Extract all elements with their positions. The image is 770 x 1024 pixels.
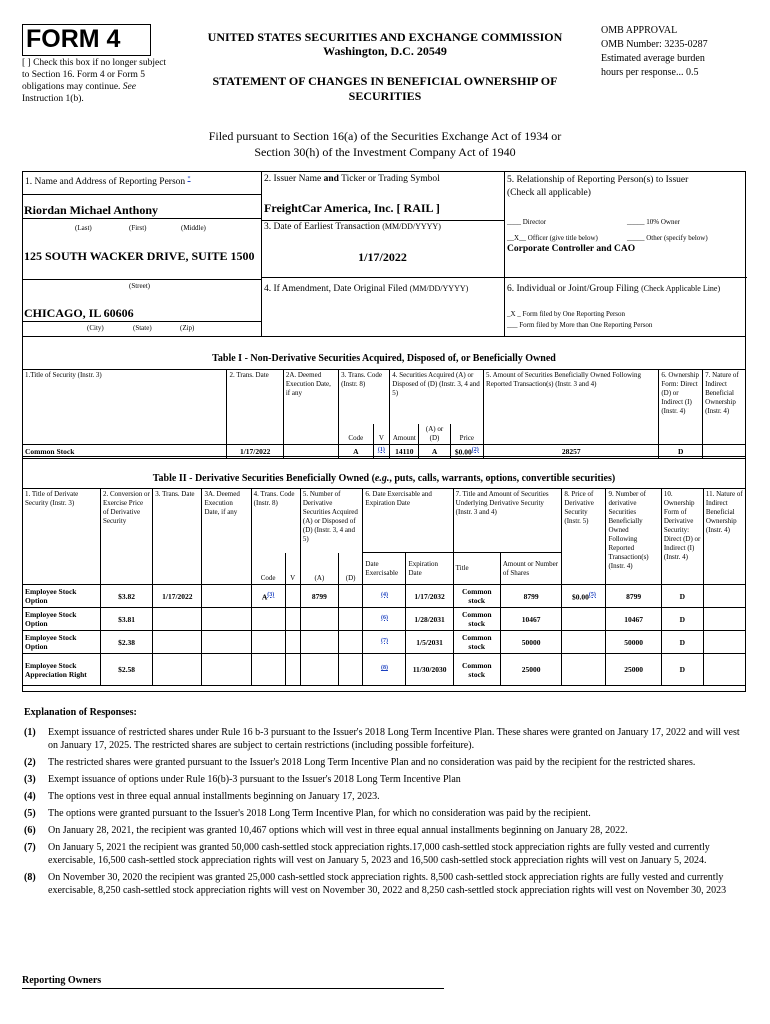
list-item [24, 871, 740, 897]
t2-acquired [300, 631, 338, 654]
checkbox-see: See [122, 82, 136, 92]
list-item [24, 756, 740, 769]
t2-conversion-price: $3.81 [100, 608, 152, 631]
t1-nature [703, 444, 746, 458]
t2-h-dates: 6. Date Exercisable and Expiration Date [363, 489, 453, 553]
reporter-footnote-link[interactable]: * [187, 176, 191, 182]
filing-label-note: (Check Applicable Line) [641, 284, 721, 293]
t2-sub-a: (A) [300, 553, 338, 585]
t1-h-nature: 7. Nature of Indirect Beneficial Ownership (Instr. 4) [703, 370, 746, 445]
checkbox-text: [ ] Check this box if no longer subject to Section 16. Form 4 or Form 5 obligations may continue. [22, 58, 167, 92]
list-item [24, 773, 740, 786]
footnote-number: (5) [24, 808, 36, 819]
t2-h-nature: 11. Nature of Indirect Beneficial Ownership (Instr. 4) [703, 489, 745, 585]
reporter-street: 125 SOUTH WACKER DRIVE, SUITE 1500 [24, 249, 255, 263]
t1-code [339, 444, 373, 458]
officer-title: Corporate Controller and CAO [507, 244, 636, 254]
relationship-label-sub: (Check all applicable) [507, 188, 591, 198]
list-item [24, 807, 740, 820]
t2-conversion-price: $3.82 [100, 585, 152, 608]
t1-price-footnote[interactable]: (2) [471, 446, 479, 453]
officer-checkbox[interactable]: __X__ Officer (give title below) [507, 234, 598, 242]
t2-trans-date [153, 631, 202, 654]
amendment-label-text: 4. If Amendment, Date Original Filed [264, 284, 408, 294]
table-row [23, 631, 746, 654]
label-first: (First) [129, 224, 147, 232]
other-checkbox[interactable]: _____ Other (specify below) [627, 234, 708, 242]
code-footnote-link[interactable]: (3) [267, 591, 275, 598]
t2-form: D [661, 608, 703, 631]
t2-sub-exercisable: Date Exercisable [363, 553, 406, 585]
t2-v [285, 654, 300, 686]
t2-exercisable [363, 631, 406, 654]
t2-h-number: 5. Number of Derivative Securities Acquired (A) or Disposed of (D) (Instr. 3, 4 and 5) [300, 489, 363, 553]
no-longer-subject-checkbox[interactable] [22, 57, 170, 105]
omb-number: OMB Number: 3235-0287 [601, 39, 708, 50]
table-2-frame [22, 457, 746, 692]
explanation-title: Explanation of Responses: [24, 707, 137, 718]
t1-h-code: 3. Trans. Code (Instr. 8) [339, 370, 390, 424]
t2-derivative-price [562, 654, 606, 686]
t2-owned: 25000 [606, 654, 661, 686]
t2-underlying-title: Common stock [453, 608, 500, 631]
issuer-label-and: and [323, 174, 339, 184]
more-person-checkbox[interactable]: ___ Form filed by More than One Reporting Person [507, 321, 653, 329]
t2-form: D [661, 631, 703, 654]
earliest-date: 1/17/2022 [358, 250, 407, 264]
t2-owned: 8799 [606, 585, 661, 608]
t2-deemed [202, 585, 251, 608]
table-2-title-eg: e.g. [374, 473, 390, 484]
table-1-title: Table I - Non-Derivative Securities Acquired, Disposed of, or Beneficially Owned [212, 353, 556, 364]
footnote-text: The options vest in three equal annual installments beginning on January 17, 2023. [48, 791, 380, 802]
t2-trans-date [153, 654, 202, 686]
exercisable-footnote-link[interactable]: (7) [380, 637, 388, 644]
omb-approval-box [601, 24, 761, 80]
footnote-number: (8) [24, 872, 36, 883]
t2-underlying-number: 8799 [500, 585, 562, 608]
t1-form: D [659, 444, 703, 458]
t2-security: Employee Stock Option [23, 608, 101, 631]
t2-h-title: 1. Title of Derivate Security (Instr. 3) [23, 489, 101, 585]
list-item [24, 824, 740, 837]
t1-owned: 28257 [484, 444, 659, 458]
t1-sub-price: Price [450, 424, 483, 445]
issuer-label-a: 2. Issuer Name [264, 174, 322, 184]
t2-v [285, 608, 300, 631]
t2-h-owned: 9. Number of derivative Securities Beneficially Owned Following Reported Transaction(s) (Instr. 4) [606, 489, 661, 585]
table-2-title-b: , puts, calls, warrants, options, convertible securities) [389, 473, 616, 484]
t1-ad: A [419, 444, 450, 458]
footnote-number: (7) [24, 842, 36, 853]
t2-h-conversion: 2. Conversion or Exercise Price of Derivative Security [100, 489, 152, 585]
footnote-text: Exempt issuance of options under Rule 16(b)-3 pursuant to the Issuer's 2018 Long Term Incentive Plan [48, 774, 461, 785]
t2-h-form: 10. Ownership Form of Derivative Security: Direct (D) or Indirect (I) (Instr. 4) [661, 489, 703, 585]
list-item [24, 841, 740, 867]
exercisable-footnote-link[interactable]: (6) [380, 614, 388, 621]
t1-sub-code: Code [339, 424, 373, 445]
t2-trans-date: 1/17/2022 [153, 585, 202, 608]
filing-label [507, 284, 720, 294]
t2-underlying-title: Common stock [453, 654, 500, 686]
table-2-title [23, 473, 745, 484]
t2-form: D [661, 585, 703, 608]
t2-h-date: 3. Trans. Date [153, 489, 202, 585]
issuer-label [264, 174, 440, 184]
omb-hours: hours per response... 0.5 [601, 67, 699, 78]
table-row [23, 654, 746, 686]
t2-deemed [202, 654, 251, 686]
t1-sub-v: V [373, 424, 390, 445]
t1-code-footnote[interactable]: (1) [377, 446, 385, 453]
t2-underlying-title: Common stock [453, 631, 500, 654]
t2-derivative-price [562, 608, 606, 631]
t2-derivative-price [562, 585, 606, 608]
footnote-text: On January 5, 2021 the recipient was granted 50,000 cash-settled stock appreciation rights.17,000 cash-settled stock appreciation rights are fully vested and currently exercisable, 16,500 cash-settled stock appreciation rights will vest on January 5, 2023 and 16,500 cash-settled stock appreciation rights will vest on January 5, 2024. [48, 842, 710, 866]
filing-label-text: 6. Individual or Joint/Group Filing [507, 284, 639, 294]
table-2 [22, 488, 746, 686]
reporting-info-grid [22, 171, 746, 337]
earliest-date-label [264, 222, 441, 232]
t2-underlying-number: 25000 [500, 654, 562, 686]
agency-header [176, 30, 594, 58]
footnote-number: (1) [24, 727, 36, 738]
filed-line-2: Section 30(h) of the Investment Company Act of 1940 [254, 145, 516, 159]
label-zip: (Zip) [180, 324, 195, 332]
t2-expiration: 1/5/2031 [406, 631, 453, 654]
explanation-list [24, 726, 740, 901]
t2-form: D [661, 654, 703, 686]
reporter-name: Riordan Michael Anthony [24, 203, 159, 217]
relationship-label [507, 174, 745, 200]
agency-name: UNITED STATES SECURITIES AND EXCHANGE COMMISSION [207, 30, 563, 44]
label-middle: (Middle) [181, 224, 206, 232]
one-person-checkbox[interactable]: _X _ Form filed by One Reporting Person [507, 310, 626, 318]
t1-v [373, 444, 390, 458]
t2-h-price: 8. Price of Derivative Security (Instr. 5) [562, 489, 606, 585]
t2-h-deemed: 3A. Deemed Execution Date, if any [202, 489, 251, 585]
t2-v [285, 631, 300, 654]
t2-disposed [338, 654, 363, 686]
footnote-number: (4) [24, 791, 36, 802]
t2-nature [703, 631, 745, 654]
table-1 [22, 369, 746, 459]
amendment-label [264, 284, 468, 294]
agency-city: Washington, D.C. 20549 [323, 44, 447, 58]
t2-expiration: 1/17/2032 [406, 585, 453, 608]
t1-price-value: $0.00 [454, 447, 472, 457]
t2-nature [703, 585, 745, 608]
t2-sub-title: Title [453, 553, 500, 585]
t2-conversion-price: $2.58 [100, 654, 152, 686]
t2-underlying-number: 50000 [500, 631, 562, 654]
label-city: (City) [87, 324, 104, 332]
footnote-text: The restricted shares were granted pursuant to the Issuer's 2018 Long Term Incentive Plan and no consideration was paid by the recipient for the restricted shares. [48, 757, 696, 768]
form-title: FORM 4 [26, 25, 121, 53]
t1-security: Common Stock [23, 444, 227, 458]
t2-sub-d: (D) [338, 553, 363, 585]
t2-h-code: 4. Trans. Code (Instr. 8) [251, 489, 300, 553]
t2-owned: 50000 [606, 631, 661, 654]
t2-code [251, 654, 285, 686]
footnote-text: Exempt issuance of restricted shares under Rule 16 b-3 pursuant to the Issuer's 2018 Long Term Incentive Plan. These shares were granted on January 17, 2022 and will vest on January 17, 2025. The restricted shares are subject to certain restrictions (including possible forfeiture). [48, 727, 740, 751]
t2-v [285, 585, 300, 608]
footnote-text: On November 30, 2020 the recipient was granted 25,000 cash-settled stock appreciation rights. 8,500 cash-settled stock appreciation rights are fully vested and currently exercisable, 8,250 cash-settled stock appreciation rights will vest on November 30, 2022 and 8,250 cash-settled stock appreciation rights will vest on November 30, 2023 [48, 872, 727, 896]
t1-price [450, 444, 483, 458]
footnote-text: On January 28, 2021, the recipient was granted 10,467 options which will vest in three equal annual installments beginning on January 28, 2022. [48, 825, 628, 836]
form-title-box [22, 24, 151, 56]
t2-derivative-price-value: $0.00 [571, 592, 589, 602]
omb-approval: OMB APPROVAL [601, 25, 678, 36]
t2-disposed [338, 608, 363, 631]
t1-deemed [283, 444, 338, 458]
exercisable-footnote-link[interactable]: (8) [380, 665, 388, 672]
t2-sub-v: V [285, 553, 300, 585]
t2-sub-code: Code [251, 553, 285, 585]
t2-h-underlying: 7. Title and Amount of Securities Underlying Derivative Security (Instr. 3 and 4) [453, 489, 562, 553]
table-row [23, 444, 746, 458]
earliest-date-format: (MM/DD/YYYY) [382, 222, 441, 231]
table-2-title-a: Table II - Derivative Securities Beneficially Owned ( [152, 473, 375, 484]
t2-trans-date [153, 608, 202, 631]
filed-line-1: Filed pursuant to Section 16(a) of the Securities Exchange Act of 1934 or [208, 129, 562, 143]
label-last: (Last) [75, 224, 92, 232]
t1-h-acquired: 4. Securities Acquired (A) or Disposed of (D) (Instr. 3, 4 and 5) [390, 370, 484, 424]
t1-code-value: A [353, 446, 359, 456]
table-1-frame [22, 337, 746, 457]
footnote-number: (2) [24, 757, 36, 768]
price-footnote-link[interactable]: (5) [588, 591, 596, 598]
t2-underlying-number: 10467 [500, 608, 562, 631]
issuer-label-b: Ticker or Trading Symbol [341, 174, 440, 184]
omb-burden: Estimated average burden [601, 53, 705, 64]
table-row [23, 608, 746, 631]
reporter-label-text: 1. Name and Address of Reporting Person [25, 177, 186, 188]
t1-amount: 14110 [390, 444, 419, 458]
list-item [24, 790, 740, 803]
t1-h-form: 6. Ownership Form: Direct (D) or Indirect (I) (Instr. 4) [659, 370, 703, 445]
t1-h-owned: 5. Amount of Securities Beneficially Owned Following Reported Transaction(s) (Instr. 3 and 4) [484, 370, 659, 445]
t2-expiration: 1/28/2031 [406, 608, 453, 631]
t2-sub-number: Amount or Number of Shares [500, 553, 562, 585]
t2-sub-expiration: Expiration Date [406, 553, 453, 585]
earliest-date-label-text: 3. Date of Earliest Transaction [264, 222, 380, 232]
relationship-label-text: 5. Relationship of Reporting Person(s) to Issuer [507, 175, 689, 185]
label-street: (Street) [129, 282, 150, 290]
t2-security: Employee Stock Option [23, 585, 101, 608]
director-checkbox[interactable]: ____ Director [507, 218, 547, 226]
t2-underlying-title: Common stock [453, 585, 500, 608]
t2-acquired [300, 654, 338, 686]
t2-exercisable [363, 608, 406, 631]
table-row [23, 585, 746, 608]
statement-title: STATEMENT OF CHANGES IN BENEFICIAL OWNERSHIP OF SECURITIES [212, 74, 558, 103]
t2-owned: 10467 [606, 608, 661, 631]
footnote-number: (6) [24, 825, 36, 836]
t2-nature [703, 608, 745, 631]
t2-acquired [300, 608, 338, 631]
t2-acquired: 8799 [300, 585, 338, 608]
footnote-number: (3) [24, 774, 36, 785]
t2-conversion-price: $2.38 [100, 631, 152, 654]
t1-h-title: 1.Title of Security (Instr. 3) [23, 370, 227, 445]
t2-nature [703, 654, 745, 686]
issuer-name: FreightCar America, Inc. [ RAIL ] [264, 201, 440, 215]
t2-disposed [338, 585, 363, 608]
t2-deemed [202, 608, 251, 631]
t2-exercisable [363, 585, 406, 608]
exercisable-footnote-link[interactable]: (4) [380, 591, 388, 598]
t1-sub-ad: (A) or (D) [419, 424, 450, 445]
reporting-owners-rule [22, 988, 444, 989]
t2-code [251, 585, 285, 608]
t2-code [251, 631, 285, 654]
t1-date: 1/17/2022 [227, 444, 283, 458]
amendment-format: (MM/DD/YYYY) [409, 284, 469, 293]
t2-derivative-price [562, 631, 606, 654]
t1-h-date: 2. Trans. Date [227, 370, 283, 445]
t1-sub-amount: Amount [390, 424, 419, 445]
list-item [24, 726, 740, 752]
t2-deemed [202, 631, 251, 654]
ten-percent-owner-checkbox[interactable]: _____ 10% Owner [627, 218, 680, 226]
reporting-owners-title: Reporting Owners [22, 975, 102, 986]
t1-h-deemed: 2A. Deemed Execution Date, if any [283, 370, 338, 445]
t2-disposed [338, 631, 363, 654]
reporter-city: CHICAGO, IL 60606 [24, 306, 134, 320]
checkbox-instruction: Instruction 1(b). [22, 94, 84, 104]
t2-code-value: A [261, 592, 268, 602]
reporter-label [25, 176, 191, 187]
label-state: (State) [133, 324, 152, 332]
t2-exercisable [363, 654, 406, 686]
t2-security: Employee Stock Option [23, 631, 101, 654]
t2-expiration: 11/30/2030 [406, 654, 453, 686]
t2-security: Employee Stock Appreciation Right [23, 654, 101, 686]
filed-pursuant [130, 128, 640, 160]
t2-code [251, 608, 285, 631]
footnote-text: The options were granted pursuant to the Issuer's 2018 Long Term Incentive Plan, for which no consideration was paid by the recipient. [48, 808, 591, 819]
